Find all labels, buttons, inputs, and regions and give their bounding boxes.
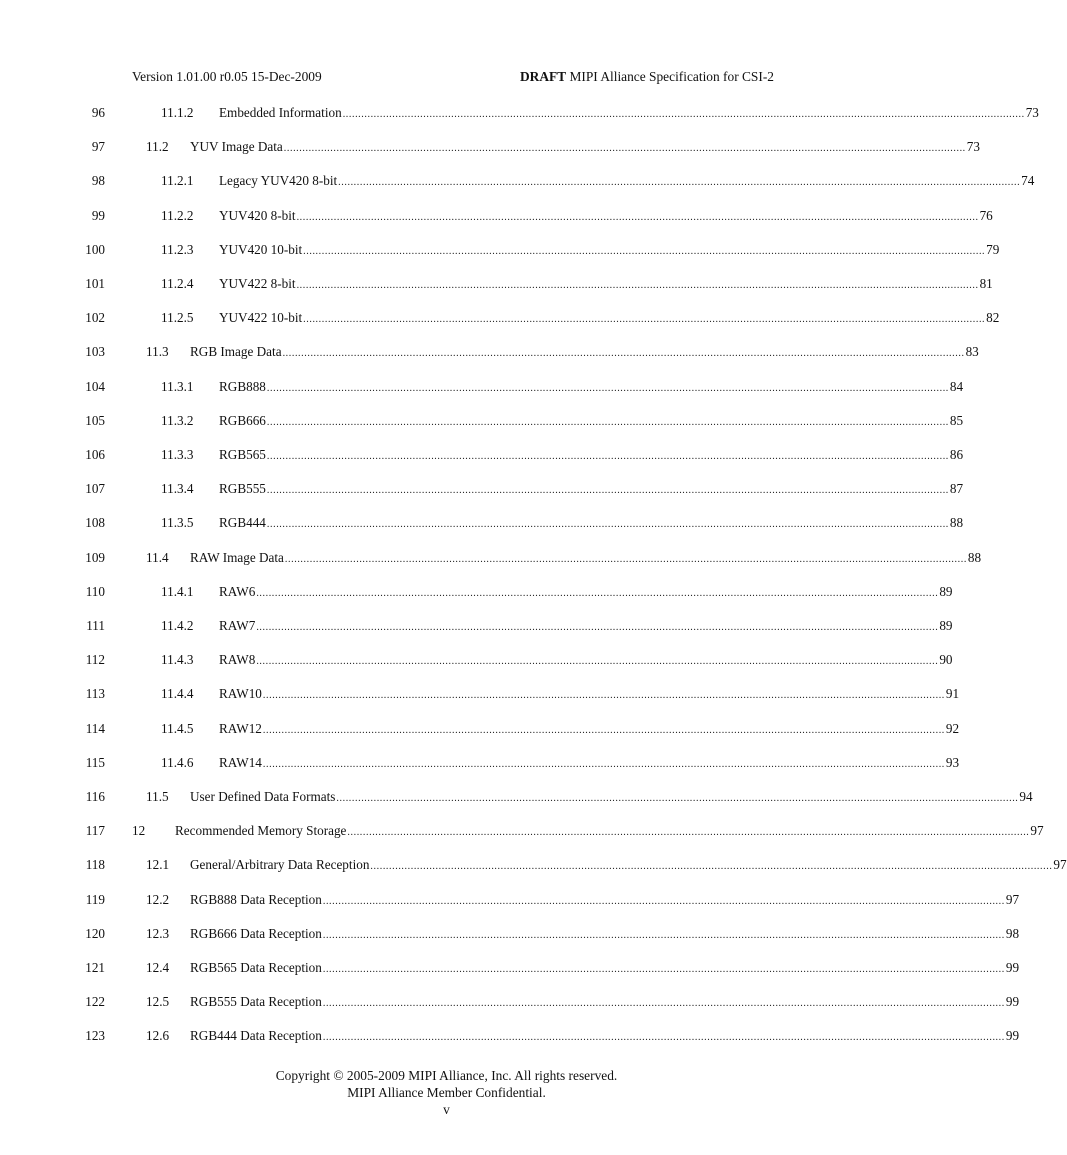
dot-leader: ............................................................................................................................................................................................................................: [266, 451, 949, 462]
section-title: RGB565 Data Reception: [190, 960, 322, 975]
line-number: 108: [85, 515, 105, 531]
line-number: 110: [85, 583, 105, 599]
version-label: Version 1.01.00 r0.05 15-Dec-2009: [132, 69, 322, 84]
dot-leader: ............................................................................................................................................................................................................................: [282, 348, 965, 360]
toc-row[interactable]: [0, 103, 1039, 123]
section-title: RAW Image Data: [190, 549, 284, 565]
dot-leader: ............................................................................................................................................................................................................................: [256, 622, 939, 633]
section-number: 12: [132, 823, 146, 839]
line-number: 116: [85, 789, 105, 804]
page-ref: 98: [1005, 925, 1020, 941]
toc-row[interactable]: [0, 206, 993, 226]
section-title: Recommended Memory Storage: [175, 823, 347, 839]
toc-row[interactable]: [0, 753, 960, 773]
toc-entry-link[interactable]: [219, 240, 1000, 262]
line-number: 101: [85, 276, 105, 291]
section-title: RAW14: [219, 754, 262, 770]
section-title: Embedded Information: [219, 105, 342, 120]
section-title: RGB888: [219, 378, 266, 394]
dot-leader: ............................................................................................................................................................................................................................: [370, 861, 1053, 873]
toc-row[interactable]: [0, 582, 953, 602]
line-number: 114: [85, 720, 105, 736]
page-ref: 87: [949, 481, 964, 497]
dot-leader: ............................................................................................................................................................................................................................: [342, 109, 1025, 120]
dot-leader: ............................................................................................................................................................................................................................: [262, 758, 945, 770]
page-ref: 94: [1019, 789, 1033, 804]
line-number: 100: [85, 241, 105, 257]
section-number: 11.4.3: [161, 652, 194, 668]
toc-entry-link[interactable]: [190, 855, 1067, 877]
toc-entry-link[interactable]: [219, 445, 964, 467]
dot-leader: ............................................................................................................................................................................................................................: [266, 382, 949, 394]
section-title: RAW7: [219, 618, 256, 633]
section-number: 11.4.2: [161, 618, 194, 633]
section-number: 11.2.3: [161, 241, 194, 257]
section-number: 12.5: [146, 994, 170, 1010]
toc-row[interactable]: [0, 342, 979, 362]
dot-leader: ............................................................................................................................................................................................................................: [322, 964, 1005, 975]
section-title: RAW6: [219, 583, 256, 599]
toc-entry-link[interactable]: [190, 342, 979, 364]
section-title: RAW10: [219, 686, 262, 702]
line-number: 105: [85, 412, 105, 428]
line-number: 117: [85, 823, 105, 839]
draft-label: DRAFT: [519, 69, 567, 84]
section-title: Legacy YUV420 8-bit: [219, 173, 338, 189]
toc-row[interactable]: [0, 616, 953, 636]
dot-leader: ............................................................................................................................................................................................................................: [322, 1032, 1005, 1044]
section-title: User Defined Data Formats: [190, 789, 336, 804]
line-number: 115: [85, 754, 105, 770]
toc-row[interactable]: [0, 137, 980, 157]
toc-entry-link[interactable]: [175, 821, 1044, 843]
section-number: 11.4.5: [161, 720, 194, 736]
toc-entry-link[interactable]: [190, 787, 1033, 809]
line-number: 119: [85, 891, 105, 907]
section-number: 12.6: [146, 1028, 170, 1044]
toc-entry-link[interactable]: [219, 206, 993, 228]
page-ref: 90: [939, 652, 953, 668]
toc-row[interactable]: [0, 992, 1020, 1012]
page-number: v: [443, 1102, 450, 1117]
page-ref: 73: [1025, 105, 1039, 120]
toc-row[interactable]: [0, 684, 960, 704]
dot-leader: ............................................................................................................................................................................................................................: [256, 656, 939, 668]
line-number: 118: [85, 857, 105, 873]
line-number: 96: [91, 105, 105, 120]
page-ref: 73: [966, 139, 980, 155]
section-title: RGB555 Data Reception: [190, 994, 322, 1010]
section-title: YUV422 8-bit: [219, 276, 296, 291]
toc-row[interactable]: [0, 445, 964, 465]
line-number: 104: [85, 378, 105, 394]
dot-leader: ............................................................................................................................................................................................................................: [284, 553, 967, 565]
page-ref: 88: [949, 515, 964, 531]
line-number: 122: [85, 994, 105, 1010]
section-title: RAW8: [219, 652, 256, 668]
dot-leader: ............................................................................................................................................................................................................................: [322, 998, 1005, 1010]
toc-entry-link[interactable]: [190, 1026, 1020, 1048]
page-ref: 97: [1005, 891, 1020, 907]
page-ref: 84: [949, 378, 964, 394]
section-number: 11.2.4: [161, 276, 194, 291]
dot-leader: ............................................................................................................................................................................................................................: [322, 929, 1005, 941]
toc-entry-link[interactable]: [219, 650, 953, 672]
toc-entry-link[interactable]: [219, 616, 953, 638]
page-ref: 99: [1005, 1028, 1020, 1044]
line-number: 109: [85, 549, 105, 565]
section-title: RGB444: [219, 515, 266, 531]
section-number: 11.2.1: [161, 173, 194, 189]
section-number: 11.4: [146, 549, 169, 565]
spec-name: MIPI Alliance Specification for CSI-2: [566, 69, 774, 84]
page-ref: 74: [1021, 173, 1035, 189]
toc-row[interactable]: [0, 274, 993, 294]
line-number: 123: [85, 1028, 105, 1044]
toc-row[interactable]: [0, 548, 982, 568]
page-ref: 79: [986, 241, 1000, 257]
section-title: RGB Image Data: [190, 344, 282, 360]
toc-row[interactable]: [0, 890, 1020, 910]
section-title: YUV420 8-bit: [219, 207, 296, 223]
section-number: 11.5: [146, 789, 169, 804]
toc-entry-link[interactable]: [190, 548, 982, 570]
page-ref: 97: [1053, 857, 1067, 873]
toc-row[interactable]: [0, 240, 1000, 260]
toc-entry-link[interactable]: [219, 753, 960, 775]
toc-entry-link[interactable]: [219, 308, 1000, 330]
toc-row[interactable]: [0, 513, 964, 533]
toc-row[interactable]: [0, 719, 960, 739]
toc-row[interactable]: [0, 479, 964, 499]
toc-entry-link[interactable]: [190, 924, 1020, 946]
toc-row[interactable]: [0, 1026, 1020, 1046]
toc-row[interactable]: [0, 650, 953, 670]
dot-leader: ............................................................................................................................................................................................................................: [256, 587, 939, 599]
toc-entry-link[interactable]: [219, 582, 953, 604]
toc-entry-link[interactable]: [190, 958, 1020, 980]
toc-row[interactable]: [0, 924, 1020, 944]
line-number: 99: [91, 207, 105, 223]
toc-entry-link[interactable]: [219, 684, 960, 706]
page-footer: [0, 1067, 893, 1118]
section-number: 11.2.2: [161, 207, 194, 223]
line-number: 121: [85, 960, 105, 975]
toc-row[interactable]: [0, 855, 1067, 875]
toc-entry-link[interactable]: [219, 377, 964, 399]
line-number: 111: [86, 618, 105, 633]
section-number: 12.4: [146, 960, 170, 975]
copyright-notice: Copyright © 2005-2009 MIPI Alliance, Inc. All rights reserved.: [275, 1068, 618, 1083]
dot-leader: ............................................................................................................................................................................................................................: [338, 177, 1021, 189]
page-ref: 81: [979, 276, 993, 291]
section-number: 11.3.4: [161, 481, 194, 497]
section-number: 11.3: [146, 344, 169, 360]
spec-title: [520, 69, 774, 85]
toc-entry-link[interactable]: [190, 137, 980, 159]
section-title: YUV Image Data: [190, 139, 283, 155]
section-number: 11.3.2: [161, 412, 194, 428]
toc-entry-link[interactable]: [219, 171, 1035, 193]
section-title: RGB555: [219, 481, 266, 497]
line-number: 106: [85, 447, 105, 462]
toc-entry-link[interactable]: [219, 411, 964, 433]
line-number: 98: [91, 173, 105, 189]
section-title: RGB565: [219, 447, 266, 462]
toc-row[interactable]: [0, 171, 1035, 191]
section-number: 12.1: [146, 857, 170, 873]
dot-leader: ............................................................................................................................................................................................................................: [296, 211, 979, 223]
section-title: RGB888 Data Reception: [190, 891, 322, 907]
page-ref: 88: [967, 549, 982, 565]
line-number: 112: [85, 652, 105, 668]
toc-row[interactable]: [0, 787, 1033, 807]
toc-row[interactable]: [0, 958, 1020, 978]
section-title: General/Arbitrary Data Reception: [190, 857, 370, 873]
toc-row[interactable]: [0, 377, 964, 397]
page-ref: 86: [949, 447, 964, 462]
confidential-notice: MIPI Alliance Member Confidential.: [347, 1085, 546, 1100]
section-title: YUV422 10-bit: [219, 310, 303, 326]
toc-row[interactable]: [0, 308, 1000, 328]
dot-leader: ............................................................................................................................................................................................................................: [296, 280, 979, 291]
page-ref: 97: [1030, 823, 1044, 839]
page-ref: 91: [945, 686, 960, 702]
dot-leader: ............................................................................................................................................................................................................................: [262, 690, 945, 702]
page-ref: 83: [965, 344, 979, 360]
line-number: 107: [85, 481, 105, 497]
section-number: 11.2: [146, 139, 169, 155]
dot-leader: ............................................................................................................................................................................................................................: [266, 485, 949, 497]
page-header: [132, 69, 774, 87]
section-number: 11.1.2: [161, 105, 194, 120]
page-ref: 99: [1005, 994, 1020, 1010]
dot-leader: ............................................................................................................................................................................................................................: [336, 793, 1019, 804]
section-number: 11.4.4: [161, 686, 194, 702]
line-number: 102: [85, 310, 105, 326]
page-ref: 92: [945, 720, 960, 736]
section-number: 11.3.5: [161, 515, 194, 531]
toc-row[interactable]: [0, 411, 964, 431]
line-number: 113: [85, 686, 105, 702]
page-ref: 99: [1005, 960, 1020, 975]
line-number: 120: [85, 925, 105, 941]
section-number: 11.4.6: [161, 754, 194, 770]
toc-entry-link[interactable]: [190, 992, 1020, 1014]
toc-entry-link[interactable]: [219, 719, 960, 741]
line-number: 97: [91, 139, 105, 155]
dot-leader: ............................................................................................................................................................................................................................: [322, 895, 1005, 907]
dot-leader: ............................................................................................................................................................................................................................: [347, 827, 1030, 839]
dot-leader: ............................................................................................................................................................................................................................: [303, 314, 986, 326]
toc-entry-link[interactable]: [219, 479, 964, 501]
dot-leader: ............................................................................................................................................................................................................................: [303, 245, 986, 257]
page-ref: 93: [945, 754, 960, 770]
section-number: 12.3: [146, 925, 170, 941]
toc-row[interactable]: [0, 821, 1044, 841]
section-number: 11.4.1: [161, 583, 194, 599]
dot-leader: ............................................................................................................................................................................................................................: [262, 724, 945, 736]
section-number: 11.3.1: [161, 378, 194, 394]
section-title: RGB666 Data Reception: [190, 925, 322, 941]
section-number: 12.2: [146, 891, 170, 907]
section-title: YUV420 10-bit: [219, 241, 303, 257]
toc-entry-link[interactable]: [190, 890, 1020, 912]
toc-entry-link[interactable]: [219, 103, 1039, 125]
page-ref: 89: [939, 583, 953, 599]
section-title: RGB444 Data Reception: [190, 1028, 322, 1044]
section-number: 11.2.5: [161, 310, 194, 326]
page-ref: 85: [949, 412, 964, 428]
dot-leader: ............................................................................................................................................................................................................................: [283, 143, 966, 155]
section-title: RAW12: [219, 720, 262, 736]
toc-entry-link[interactable]: [219, 513, 964, 535]
page-ref: 82: [986, 310, 1000, 326]
dot-leader: ............................................................................................................................................................................................................................: [266, 519, 949, 531]
page-ref: 89: [939, 618, 953, 633]
toc-entry-link[interactable]: [219, 274, 993, 296]
dot-leader: ............................................................................................................................................................................................................................: [266, 416, 949, 428]
line-number: 103: [85, 344, 105, 360]
section-title: RGB666: [219, 412, 266, 428]
section-number: 11.3.3: [161, 447, 194, 462]
page-ref: 76: [979, 207, 993, 223]
